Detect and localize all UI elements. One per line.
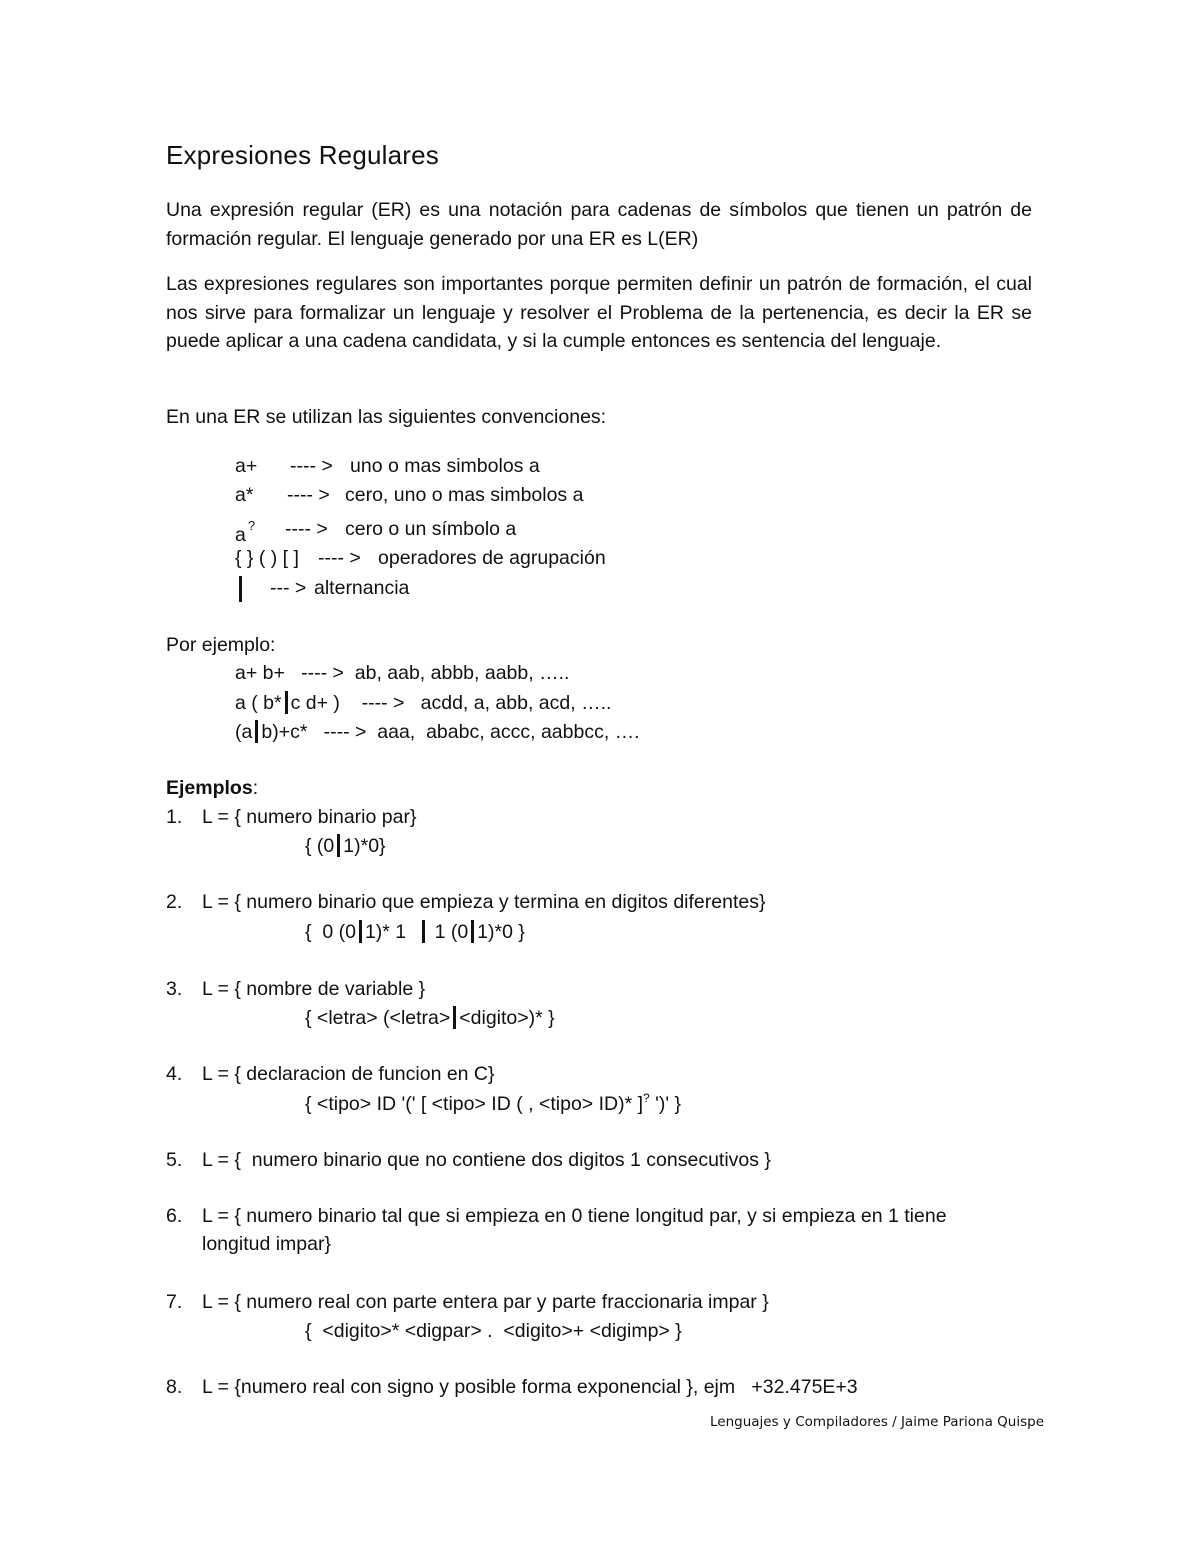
item-text: longitud impar} xyxy=(202,1233,331,1255)
item-text: L = { numero binario que empieza y termina en digitos diferentes} xyxy=(202,891,766,913)
convention-text: alternancia xyxy=(314,577,410,599)
item-number: 4. xyxy=(166,1063,183,1085)
superscript: ? xyxy=(247,518,256,533)
item-number: 7. xyxy=(166,1291,183,1313)
alternation-bar-icon xyxy=(422,920,425,943)
page-title: Expresiones Regulares xyxy=(166,140,440,170)
item-number: 8. xyxy=(166,1376,183,1398)
convention-arrow: ---- > xyxy=(285,518,328,540)
item-text: L = { numero real con parte entera par y parte fraccionaria impar } xyxy=(202,1291,769,1313)
paragraph-definition: Una expresión regular (ER) es una notación para cadenas de símbolos que tienen un patrón de formación regular. El lenguaje generado por una ER es L(ER) xyxy=(166,199,1032,250)
item-text: L = { numero binario par} xyxy=(202,806,417,828)
item-number: 3. xyxy=(166,978,183,1000)
convention-text: cero, uno o mas simbolos a xyxy=(345,484,584,506)
item-number: 2. xyxy=(166,891,183,913)
item-regex: { <letra> (<letra> <digito>)* } xyxy=(305,1007,555,1029)
item-text: L = { nombre de variable } xyxy=(202,978,426,1000)
item-regex: { (0 1)*0} xyxy=(305,835,386,857)
alternation-bar-icon xyxy=(471,920,474,943)
alternation-bar-icon xyxy=(337,834,340,857)
convention-text: cero o un símbolo a xyxy=(345,518,517,540)
convention-arrow: ---- > xyxy=(287,484,330,506)
paragraph-conventions-intro: En una ER se utilizan las siguientes convenciones: xyxy=(166,406,607,428)
item-regex: { <digito>* <digpar> . <digito>+ <digimp> } xyxy=(305,1320,682,1342)
example-line: a+ b+ ---- > ab, aab, abbb, aabb, ….. xyxy=(235,662,570,684)
convention-symbol: { } ( ) [ ] xyxy=(235,547,299,569)
example-line: (a b)+c* ---- > aaa, ababc, accc, aabbcc, …. xyxy=(235,721,640,743)
item-regex: { 0 (0 1)* 1 1 (0 1)*0 } xyxy=(305,921,525,943)
item-regex: { <tipo> ID '(' [ <tipo> ID ( , <tipo> ID)* ]? ')' } xyxy=(305,1091,682,1115)
alternation-bar-icon xyxy=(285,691,288,714)
convention-arrow: ---- > xyxy=(290,455,333,477)
page-footer: Lenguajes y Compiladores / Jaime Pariona Quispe xyxy=(710,1414,1045,1430)
convention-arrow: --- > xyxy=(270,577,307,599)
alternation-bar-icon xyxy=(453,1006,456,1029)
examples-intro: Por ejemplo: xyxy=(166,634,276,656)
item-text: L = {numero real con signo y posible forma exponencial }, ejm +32.475E+3 xyxy=(202,1376,858,1398)
paragraph-importance: Las expresiones regulares son importantes porque permiten definir un patrón de formación, el cual nos sirve para formalizar un lenguaje y resolver el Problema de la pertenencia, es decir la ER se puede aplicar a una cadena candidata, y si la cumple entonces es sentencia del lenguaje. xyxy=(166,273,1032,352)
convention-text: operadores de agrupación xyxy=(378,547,606,569)
convention-symbol: a* xyxy=(235,484,254,506)
convention-text: uno o mas simbolos a xyxy=(350,455,540,477)
ejemplos-heading: Ejemplos: xyxy=(166,777,259,799)
item-text: L = { numero binario que no contiene dos digitos 1 consecutivos } xyxy=(202,1149,771,1171)
item-text: L = { numero binario tal que si empieza en 0 tiene longitud par, y si empieza en 1 tiene xyxy=(202,1205,947,1227)
superscript: ? xyxy=(643,1091,650,1105)
item-number: 6. xyxy=(166,1205,183,1227)
alternation-bar-icon xyxy=(239,576,242,602)
item-number: 5. xyxy=(166,1149,183,1171)
item-text: L = { declaracion de funcion en C} xyxy=(202,1063,495,1085)
alternation-bar-icon xyxy=(255,720,258,743)
convention-symbol: a ? xyxy=(235,518,256,546)
example-line: a ( b* c d+ ) ---- > acdd, a, abb, acd, ….. xyxy=(235,692,612,714)
alternation-bar-icon xyxy=(359,920,362,943)
convention-symbol: a+ xyxy=(235,455,258,477)
item-number: 1. xyxy=(166,806,183,828)
convention-arrow: ---- > xyxy=(318,547,361,569)
